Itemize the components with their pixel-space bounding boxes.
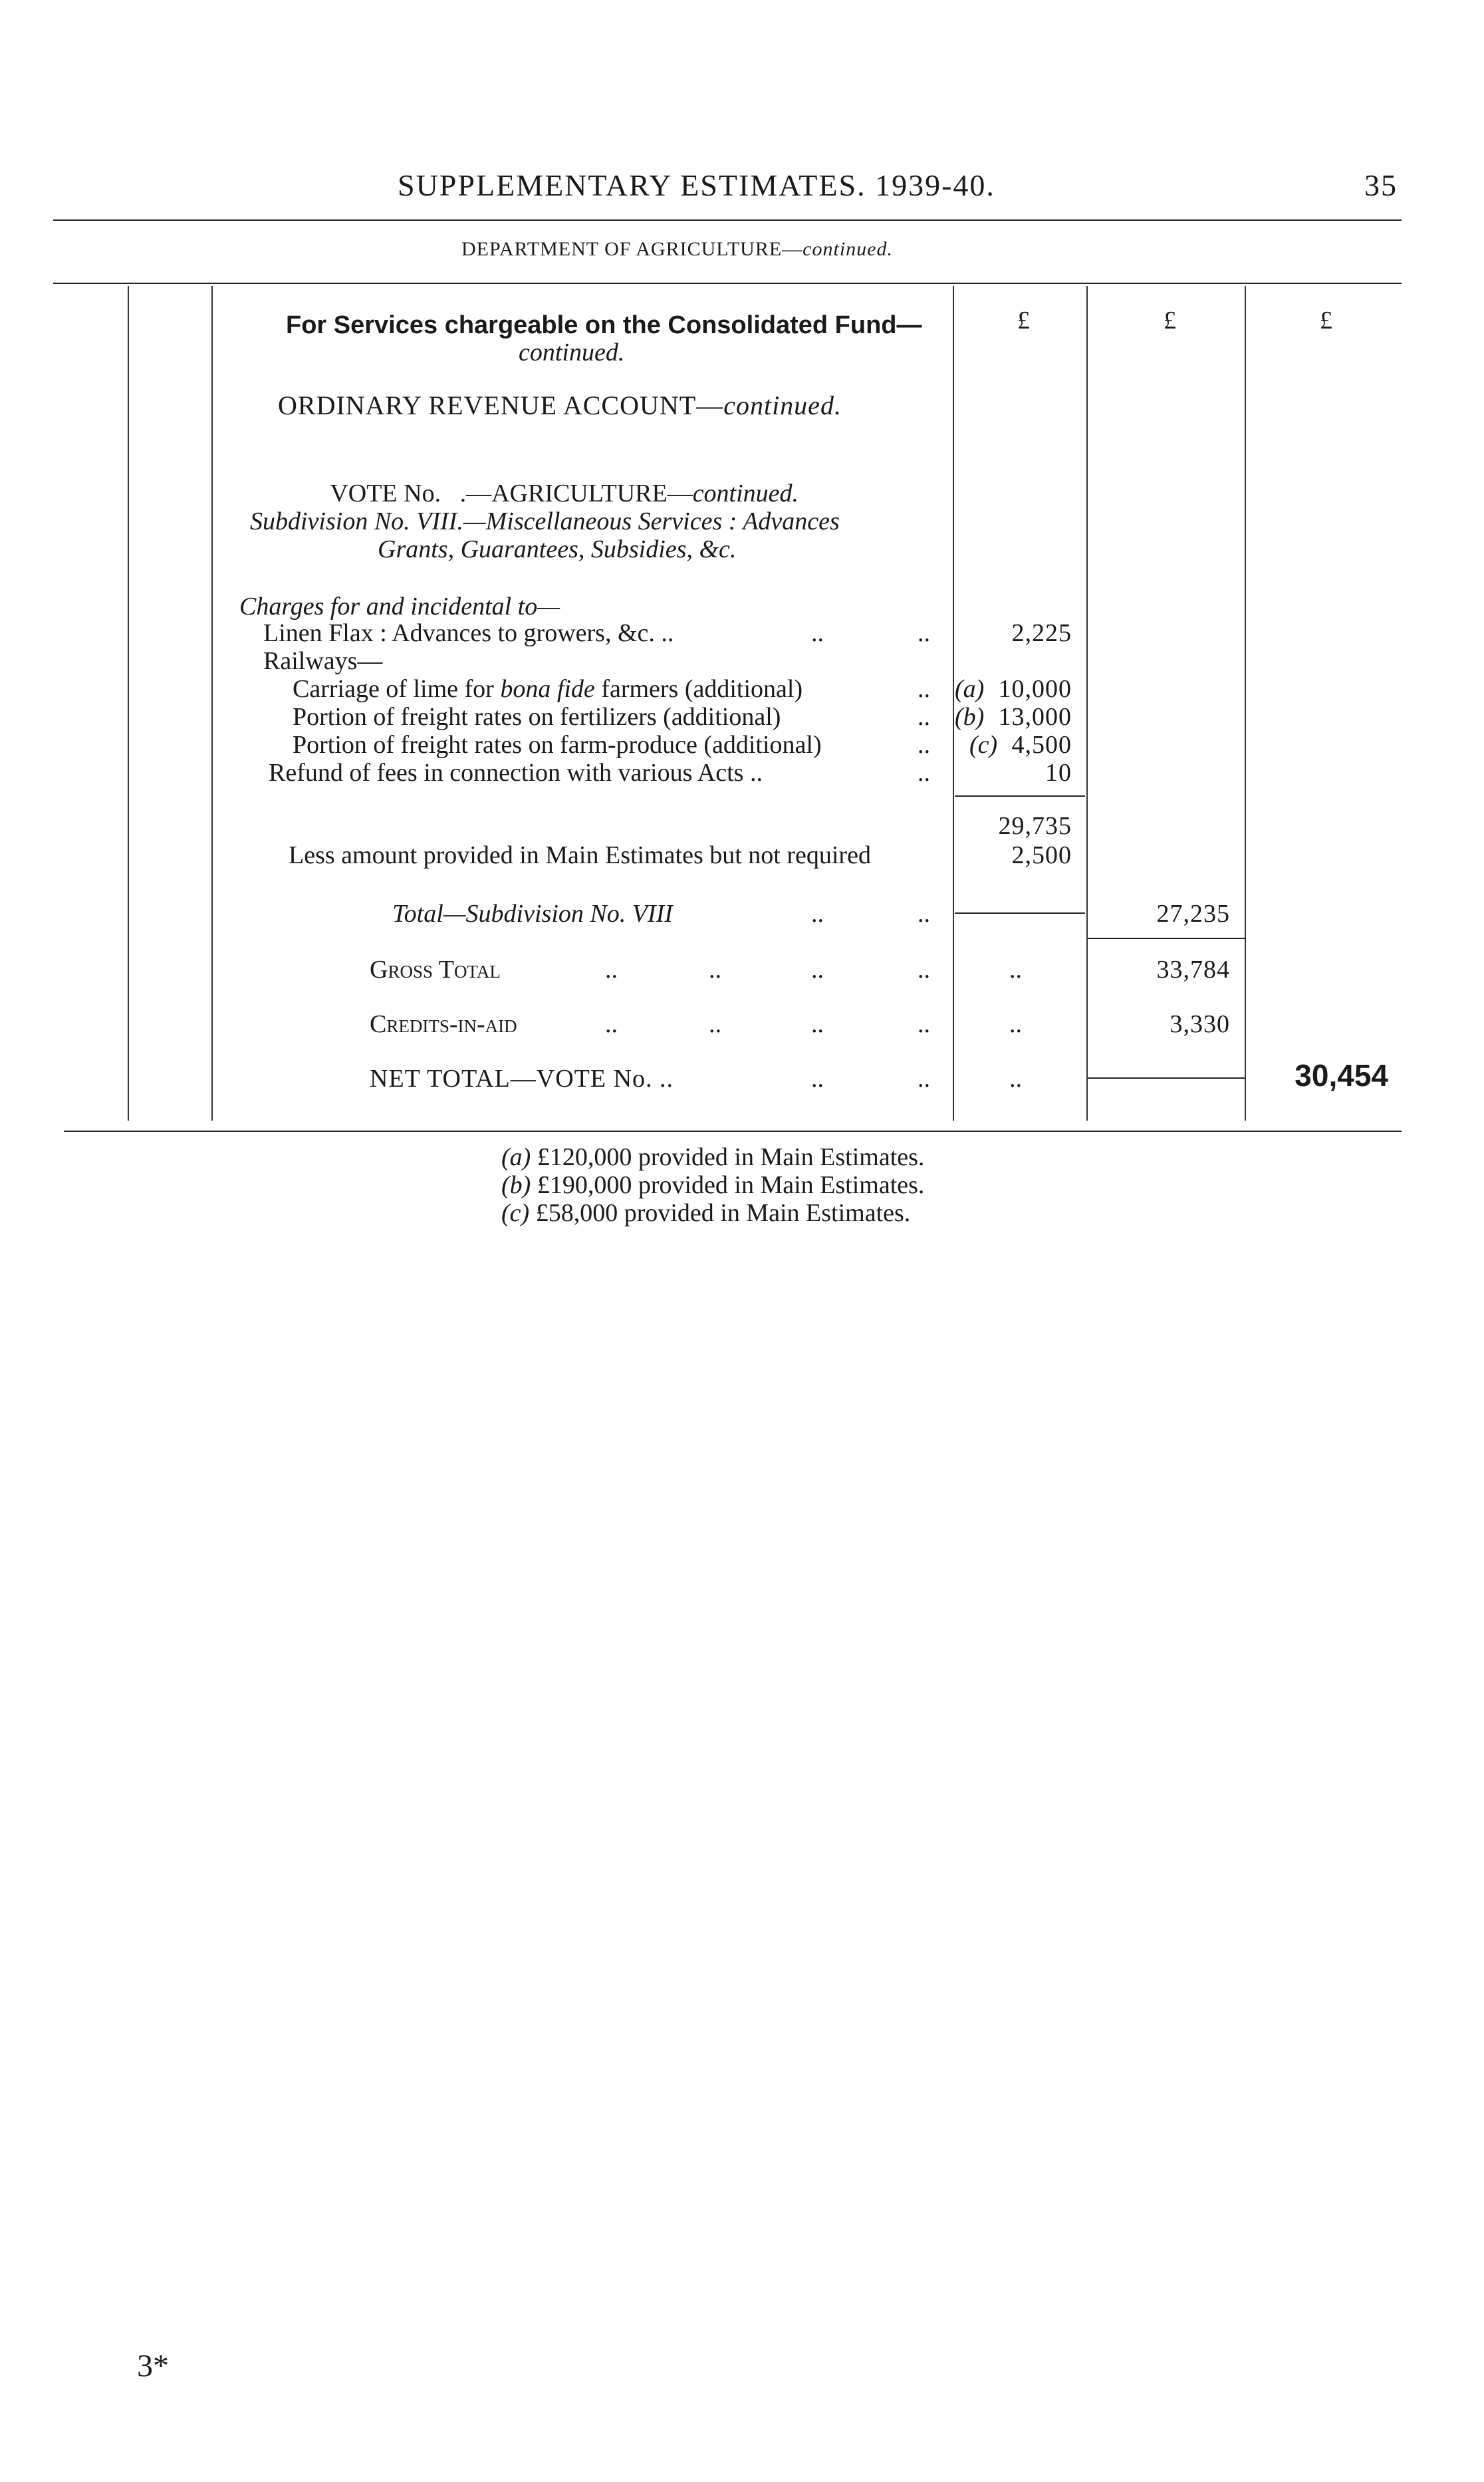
signature-mark: 3* — [137, 2348, 169, 2384]
row-label-farm-produce: Portion of freight rates on farm-produce (additional) — [293, 731, 822, 759]
row-dots: .. — [811, 1010, 824, 1038]
col-rule-5 — [1245, 286, 1246, 1121]
row-dots: .. — [1009, 956, 1022, 984]
gross-total-label: Gross Total — [370, 956, 501, 984]
charges-heading: Charges for and incidental to— — [239, 593, 560, 620]
row-dots: .. — [918, 619, 930, 647]
subdivision-line-1: Subdivision No. VIII.—Miscellaneous Services : Advances — [250, 507, 840, 535]
row-dots: .. — [918, 731, 930, 759]
section-heading: For Services chargeable on the Consolidated Fund— — [286, 311, 922, 339]
less-amount: 2,500 — [1011, 841, 1072, 869]
subdivision-line-2: Grants, Guarantees, Subsidies, &c. — [378, 535, 737, 563]
credits-in-aid-amount: 3,330 — [1170, 1010, 1230, 1038]
col-rule-3 — [953, 286, 954, 1121]
row-amount-farm-produce: 4,500 — [1011, 731, 1072, 759]
page-title: SUPPLEMENTARY ESTIMATES. 1939-40. — [398, 168, 995, 202]
subtotal-amount: 29,735 — [998, 812, 1072, 840]
total-subdivision-rule — [955, 912, 1085, 914]
footnote-a: (a) £120,000 provided in Main Estimates. — [501, 1143, 925, 1171]
row-amount-refund: 10 — [1045, 759, 1072, 787]
col-rule-4 — [1086, 286, 1088, 1121]
row-note-b: (b) — [955, 703, 985, 731]
net-total-label: NET TOTAL—VOTE No. .. — [370, 1065, 674, 1093]
row-dots: .. — [605, 956, 618, 984]
row-note-a: (a) — [955, 675, 985, 703]
row-dots: .. — [918, 900, 930, 928]
total-subdivision-label: Total—Subdivision No. VIII — [392, 900, 673, 928]
currency-col-2: £ — [1164, 307, 1176, 335]
row-label-fertilizers: Portion of freight rates on fertilizers (additional) — [293, 703, 781, 731]
department-heading: DEPARTMENT OF AGRICULTURE—continued. — [461, 238, 893, 260]
row-note-c: (c) — [969, 731, 998, 759]
row-dots: .. — [811, 900, 824, 928]
row-dots: .. — [918, 703, 930, 731]
row-dots: .. — [811, 956, 824, 984]
table-top-rule — [53, 283, 1402, 284]
section-heading-cont: continued. — [519, 339, 625, 366]
net-total-amount: 30,454 — [1295, 1058, 1388, 1093]
credits-in-aid-label: Credits-in-aid — [370, 1010, 517, 1038]
row-dots: .. — [1009, 1065, 1022, 1093]
row-dots: .. — [811, 619, 824, 647]
row-amount-linen-flax: 2,225 — [1011, 619, 1072, 647]
currency-col-1: £ — [1017, 307, 1030, 335]
col-rule-2 — [211, 286, 213, 1121]
total-subdivision-amount: 27,235 — [1156, 900, 1230, 928]
row-dots: .. — [918, 759, 930, 787]
header-rule — [53, 219, 1402, 221]
row-dots: .. — [1009, 1010, 1022, 1038]
row-label-refund: Refund of fees in connection with various Acts .. — [269, 759, 763, 787]
less-label: Less amount provided in Main Estimates but not required — [289, 841, 871, 869]
row-dots: .. — [918, 956, 930, 984]
footnote-c: (c) £58,000 provided in Main Estimates. — [501, 1199, 911, 1227]
row-label-railways: Railways— — [263, 647, 383, 675]
row-dots: .. — [918, 1010, 930, 1038]
page-number: 35 — [1364, 168, 1398, 202]
row-dots: .. — [918, 1065, 930, 1093]
row-dots: .. — [709, 1010, 721, 1038]
row-label-linen-flax: Linen Flax : Advances to growers, &c. .. — [263, 619, 674, 647]
net-total-rule — [1088, 1077, 1245, 1079]
gross-total-rule — [1088, 938, 1245, 939]
account-heading: ORDINARY REVENUE ACCOUNT—continued. — [278, 390, 842, 420]
gross-total-amount: 33,784 — [1156, 956, 1230, 984]
table-bottom-rule — [64, 1131, 1402, 1132]
subtotal-rule — [955, 795, 1085, 797]
footnote-b: (b) £190,000 provided in Main Estimates. — [501, 1171, 925, 1199]
row-amount-lime: 10,000 — [998, 675, 1072, 703]
row-dots: .. — [918, 675, 930, 703]
row-dots: .. — [709, 956, 721, 984]
row-amount-fertilizers: 13,000 — [998, 703, 1072, 731]
row-dots: .. — [811, 1065, 824, 1093]
col-rule-1 — [128, 286, 129, 1121]
vote-heading: VOTE No. .—AGRICULTURE—continued. — [330, 480, 799, 507]
currency-col-3: £ — [1320, 307, 1332, 335]
row-dots: .. — [605, 1010, 618, 1038]
row-label-lime: Carriage of lime for bona fide farmers (additional) — [293, 675, 803, 703]
